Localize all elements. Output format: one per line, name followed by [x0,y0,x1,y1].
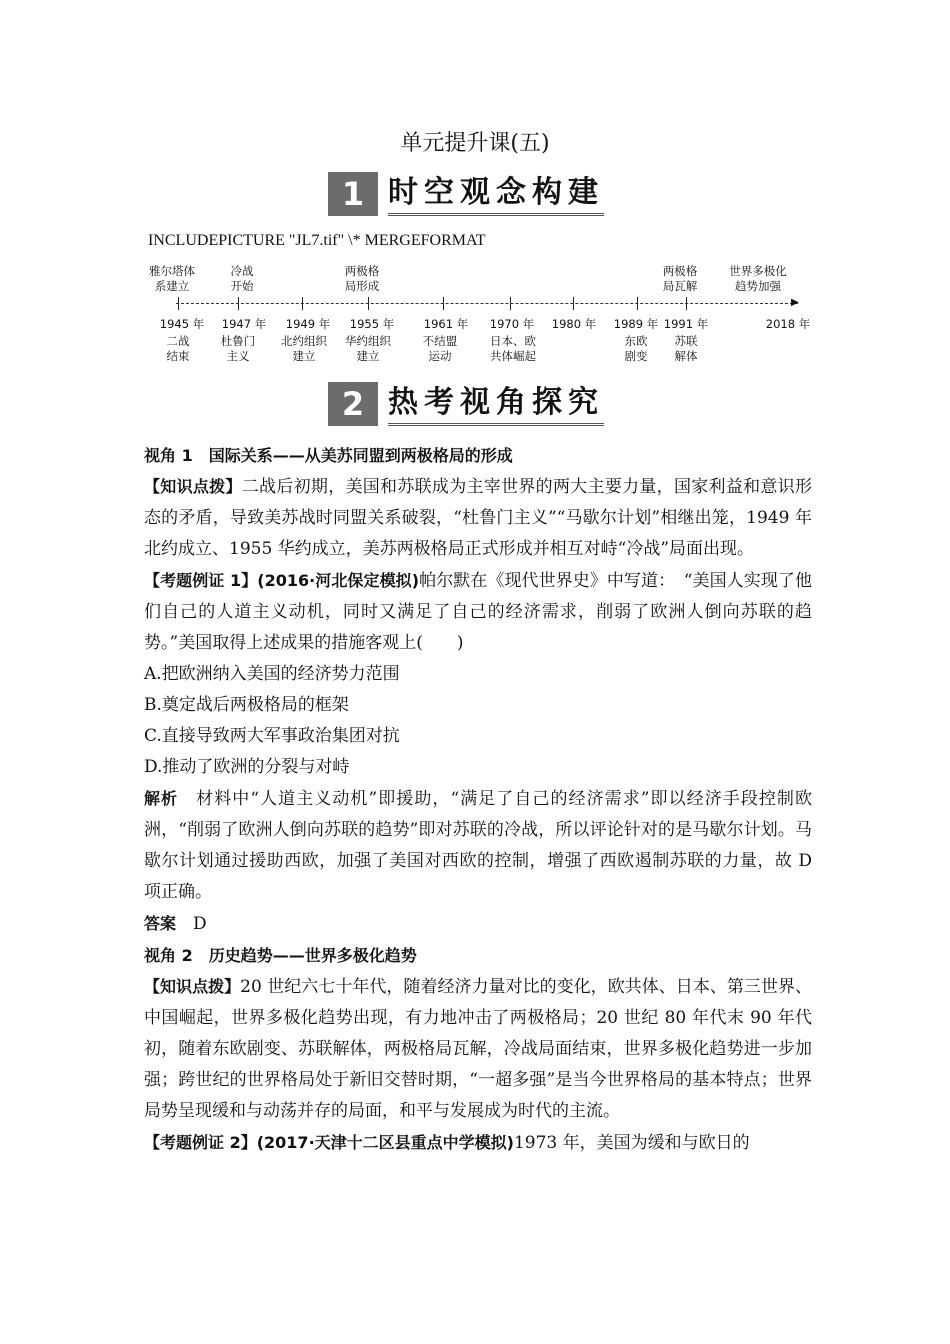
knowledge-paragraph [144,971,812,1127]
section-banner-1 [328,172,604,216]
example-paragraph [144,1127,812,1159]
section-heading: 视角 1 国际关系——从美苏同盟到两极格局的形成 [144,446,513,465]
example-paragraph [144,565,812,659]
knowledge-paragraph [144,471,812,565]
main-content [144,440,812,1159]
timeline-year: 1961 年 [423,317,469,331]
analysis-tag: 解析 [144,789,179,808]
timeline-event: 世界多极化趋势加强 [729,264,787,293]
knowledge-tag: 【知识点拨】 [144,477,242,496]
timeline-event: 冷战开始 [230,264,254,293]
timeline-tick [368,297,369,310]
timeline-tick [302,297,303,310]
timeline-tick [443,297,444,310]
timeline [140,262,820,372]
timeline-year: 1989 年 [613,317,659,331]
timeline-event: 雅尔塔体系建立 [149,264,195,293]
banner-label: 时空观念构建 [388,167,604,216]
analysis-paragraph [144,783,812,908]
timeline-tick [178,297,179,310]
example-source: (2017·天津十二区县重点中学模拟) [256,1133,514,1152]
timeline-event: 日本、欧共体崛起 [490,334,536,363]
timeline-event: 苏联解体 [674,334,698,363]
timeline-event: 不结盟运动 [422,334,458,363]
example-tag: 【考题例证 1】 [144,571,258,590]
option-a: A.把欧洲纳入美国的经济势力范围 [144,664,400,684]
timeline-tick [686,297,687,310]
timeline-event: 东欧剧变 [624,334,648,363]
example-source: (2016·河北保定模拟) [257,571,420,590]
timeline-year: 1945 年 [159,317,205,331]
timeline-event: 杜鲁门主义 [220,334,256,363]
timeline-tick [573,297,574,310]
timeline-year: 1991 年 [663,317,709,331]
section-banner-2 [328,382,604,426]
example-text: 帕尔默在《现代世界史》中写道： “美国人实现了他们自己的人道主义动机，同时又满足了自己的经济需求，削弱了欧洲人倒向苏联的趋势。”美国取得上述成果的措施客观上( ) [144,571,812,653]
timeline-tick [510,297,511,310]
answer-tag: 答案 [144,914,177,933]
knowledge-text: 二战后初期，美国和苏联成为主宰世界的两大主要力量，国家利益和意识形态的矛盾，导致美苏战时同盟关系破裂，“杜鲁门主义”“马歇尔计划”相继出笼，1949 年北约成立、1955 华约成立，美苏两极格局正式形成并相互对峙“冷战”局面出现。 [144,477,812,559]
answer-paragraph [144,908,812,940]
answer-text: D [176,914,207,934]
banner-label: 热考视角探究 [388,377,604,426]
timeline-event: 华约组织建立 [345,334,391,363]
timeline-year: 1980 年 [551,317,597,331]
timeline-event: 两极格局形成 [344,264,380,293]
example-text: 1973 年，美国为缓和与欧日的 [513,1133,750,1153]
timeline-year: 1955 年 [349,317,395,331]
timeline-year: 1949 年 [285,317,331,331]
timeline-axis [176,303,798,304]
knowledge-text: 20 世纪六七十年代，随着经济力量对比的变化，欧共体、日本、第三世界、中国崛起，世界多极化趋势出现，有力地冲击了两极格局；20 世纪 80 年代末 90 年代初，随着东欧剧变、苏联解体，两极格局瓦解，冷战局面结束，世界多极化趋势进一步加强；跨世纪的世界格局处于新旧交替时期，“一超多强”是当今世界格局的基本特点；世界局势呈现缓和与动荡并存的局面，和平与发展成为时代的主流。 [144,977,812,1121]
option-c: C.直接导致两大军事政治集团对抗 [144,726,400,746]
section-heading: 视角 2 历史趋势——世界多极化趋势 [144,946,417,965]
timeline-event: 二战结束 [166,334,190,363]
timeline-event: 两极格局瓦解 [662,264,698,293]
option-d: D.推动了欧洲的分裂与对峙 [144,757,350,777]
analysis-text: 材料中“人道主义动机”即援助，“满足了自己的经济需求”即以经济手段控制欧洲，“削弱了欧洲人倒向苏联的趋势”即对苏联的冷战，所以评论针对的是马歇尔计划。马歇尔计划通过援助西欧，加强了美国对西欧的控制，增强了西欧遏制苏联的力量，故 D 项正确。 [144,789,812,902]
page-title: 单元提升课(五) [400,131,550,156]
timeline-year: 1970 年 [489,317,535,331]
knowledge-tag: 【知识点拨】 [144,977,241,996]
option-b: B.奠定战后两极格局的框架 [144,695,349,715]
include-picture-field: INCLUDEPICTURE "JL7.tif" \* MERGEFORMAT [148,232,486,249]
timeline-tick [637,297,638,310]
timeline-year: 1947 年 [221,317,267,331]
banner-number: 2 [328,382,378,426]
arrow-right-icon: ▶ [791,297,799,308]
timeline-event: 北约组织建立 [281,334,327,363]
timeline-year: 2018 年 [765,317,811,331]
banner-number: 1 [328,172,378,216]
timeline-tick [238,297,239,310]
example-tag: 【考题例证 2】 [144,1133,257,1152]
